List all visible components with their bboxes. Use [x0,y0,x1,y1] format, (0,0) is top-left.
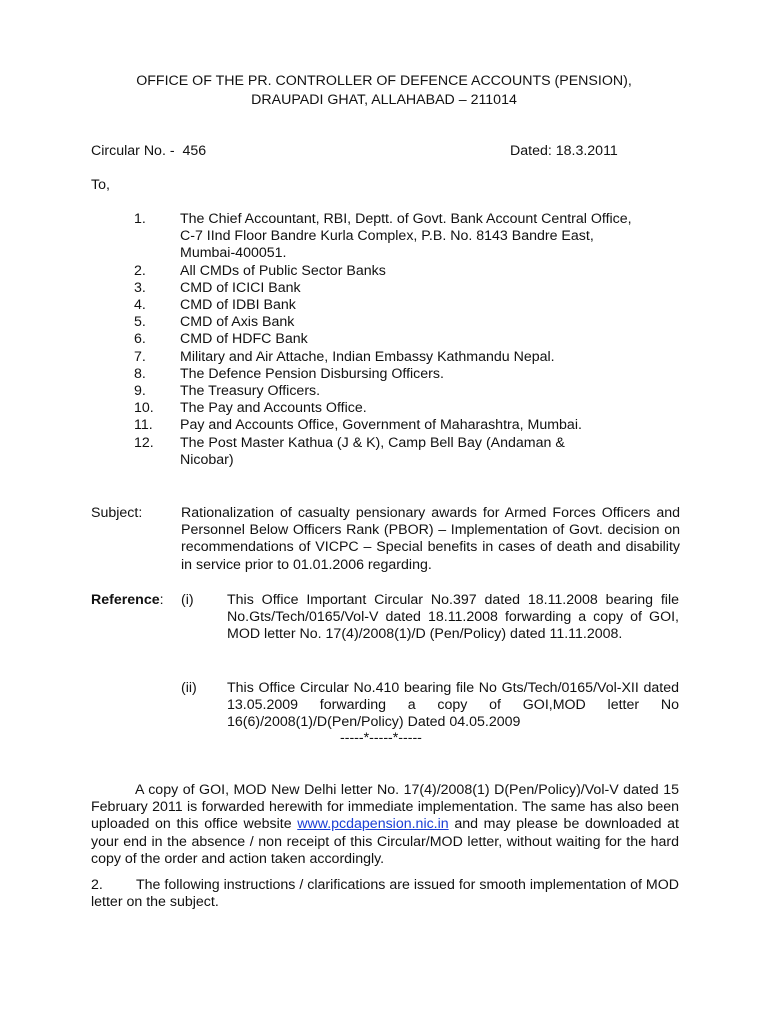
recipient-text: CMD of HDFC Bank [180,331,308,348]
reference-label-text: Reference [91,592,160,608]
recipient-text: All CMDs of Public Sector Banks [180,262,386,279]
circular-number: Circular No. - 456 [91,143,207,159]
recipient-text: The Pay and Accounts Office. [180,400,367,417]
recipient-item [134,280,679,297]
recipient-number: 9. [134,383,146,400]
recipient-line: C-7 IInd Floor Bandre Kurla Complex, P.B. No. 8143 Bandre East, [180,228,594,245]
recipient-line: The Chief Accountant, RBI, Deptt. of Govt. Bank Account Central Office, [180,211,632,227]
subject-text: Rationalization of casualty pensionary awards for Armed Forces Officers and Personnel Below Officers Rank (PBOR) – Implementation of Govt. decision on recommendations of VICPC – Special benefits in cases of death and disability in service prior to 01.01.2006 regarding. [181,505,680,573]
section-separator: -----*-----*----- [340,730,422,746]
recipient-number: 5. [134,314,146,331]
recipient-item [134,435,679,469]
recipient-number: 2. [134,262,146,279]
recipient-number: 8. [134,365,146,382]
paragraph-1 [91,782,679,868]
recipient-number: 4. [134,297,146,314]
circular-date: Dated: 18.3.2011 [510,143,618,159]
reference-numeral: (i) [181,592,194,608]
reference-text: This Office Circular No.410 bearing file No Gts/Tech/0165/Vol-XII dated 13.05.2009 forwarding a copy of GOI,MOD letter No 16(6)/2008(1)/D(Pen/Policy) Dated 04.05.2009 [227,680,679,731]
reference-text: This Office Important Circular No.397 dated 18.11.2008 bearing file No.Gts/Tech/0165/Vol-V dated 18.11.2008 forwarding a copy of GOI, MOD letter No. 17(4)/2008(1)/D (Pen/Policy) dated 11.11.2008. [227,592,679,643]
recipient-number: 12. [134,434,154,451]
recipient-item [134,417,679,434]
recipient-item [134,349,679,366]
recipient-number: 11. [134,417,153,434]
recipient-item [134,366,679,383]
recipient-number: 1. [134,211,146,227]
website-link[interactable]: www.pcdapension.nic.in [297,816,449,833]
recipient-line: Mumbai-400051. [180,245,287,262]
paragraph-2-text: The following instructions / clarifications are issued for smooth implementation of MOD letter on the subject. [91,877,679,911]
recipient-text: Pay and Accounts Office, Government of Maharashtra, Mumbai. [180,417,582,434]
recipient-item [134,400,679,417]
recipient-text: The Treasury Officers. [180,383,321,400]
paragraph-number: 2. [91,877,103,893]
recipient-text: CMD of ICICI Bank [180,279,301,296]
header-line-2: DRAUPADI GHAT, ALLAHABAD – 211014 [251,92,517,108]
recipient-item [134,383,679,400]
reference-label [91,592,164,609]
recipient-number: 3. [134,279,146,296]
header-line-1: OFFICE OF THE PR. CONTROLLER OF DEFENCE ACCOUNTS (PENSION), [136,73,632,89]
recipient-text: The Defence Pension Disbursing Officers. [180,365,444,382]
recipient-item [134,331,679,348]
recipient-line: The Post Master Kathua (J & K), Camp Bell Bay (Andaman & [180,434,565,451]
office-header [0,72,768,110]
recipient-item [134,314,679,331]
recipient-list [134,211,679,469]
recipient-number: 10. [134,400,154,417]
recipient-number: 7. [134,348,146,365]
paragraph-1-text-after: and may please be downloaded at your end in the absence / non receipt of this Circular/MOD letter, without waiting for the hard copy of the order and action taken accordingly. [91,816,679,867]
paragraph-2 [91,877,679,911]
recipient-item [134,297,679,314]
subject-label: Subject: [91,505,143,521]
paragraph-1-text-before: A copy of GOI, MOD New Delhi letter No. 17(4)/2008(1) D(Pen/Policy)/Vol-V dated 15 February 2011 is forwarded herewith for immediate implementation. The same has also been uploaded on this office website [91,782,679,833]
to-label: To, [91,177,110,193]
recipient-line: Nicobar) [180,451,234,468]
reference-numeral: (ii) [181,680,197,696]
recipient-item [134,263,679,280]
reference-colon: : [159,592,164,608]
recipient-text: CMD of IDBI Bank [180,297,296,314]
recipient-text: CMD of Axis Bank [180,314,295,331]
recipient-text [180,211,679,263]
recipient-text [180,435,679,469]
recipient-number: 6. [134,331,146,348]
recipient-item [134,211,679,263]
recipient-text: Military and Air Attache, Indian Embassy Kathmandu Nepal. [180,348,555,365]
